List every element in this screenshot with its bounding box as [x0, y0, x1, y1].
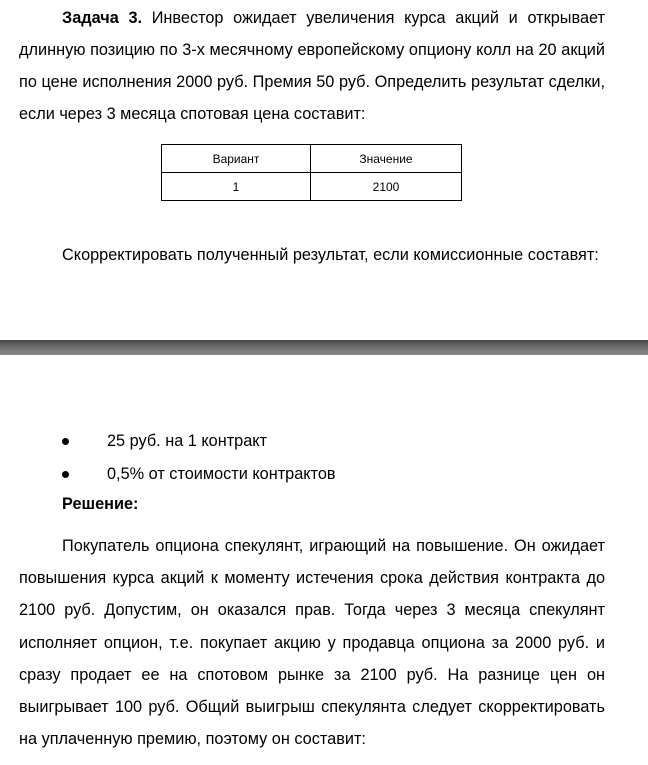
table-header-row	[162, 145, 462, 173]
solution-paragraph: Покупатель опциона спекулянт, играющий на повышение. Он ожидает повышения курса акций к моменту истечения срока действия контракта до 2100 руб. Допустим, он оказался прав. Тогда через 3 месяца спекулянт исполняет опцион, т.е. покупает акцию у продавца опциона за 2000 руб. и сразу продает ее на спотовом рынке за 2100 руб. На разнице цен он выигрывает 100 руб. Общий выигрыш спекулянта следует скорректировать на уплаченную премию, поэтому он составит:	[19, 537, 605, 749]
page-bottom	[0, 355, 648, 765]
list-item	[62, 458, 336, 491]
option-text: 25 руб. на 1 контракт	[107, 432, 268, 450]
values-table	[161, 144, 462, 201]
commission-prompt: Скорректировать полученный результат, если комиссионные составят:	[62, 246, 599, 264]
cell-value: 2100	[311, 173, 462, 201]
page-divider	[0, 340, 648, 355]
bullet-icon	[62, 471, 69, 478]
list-item	[62, 425, 336, 458]
option-text: 0,5% от стоимости контрактов	[107, 465, 336, 483]
solution-heading: Решение:	[62, 495, 139, 513]
task-text: Инвестор ожидает увеличения курса акций и открывает длинную позицию по 3-х месячному европейскому опциону колл на 20 акций по цене исполнения 2000 руб. Премия 50 руб. Определить результат сделки, если через 3 месяца спотовая цена составит:	[19, 9, 605, 123]
task-label: Задача 3.	[62, 9, 143, 27]
commission-options-list	[62, 425, 336, 491]
cell-variant: 1	[162, 173, 311, 201]
bullet-icon	[62, 438, 69, 445]
task-paragraph	[19, 2, 605, 130]
table-row	[162, 173, 462, 201]
header-value: Значение	[311, 145, 462, 173]
header-variant: Вариант	[162, 145, 311, 173]
page-top	[0, 0, 648, 340]
